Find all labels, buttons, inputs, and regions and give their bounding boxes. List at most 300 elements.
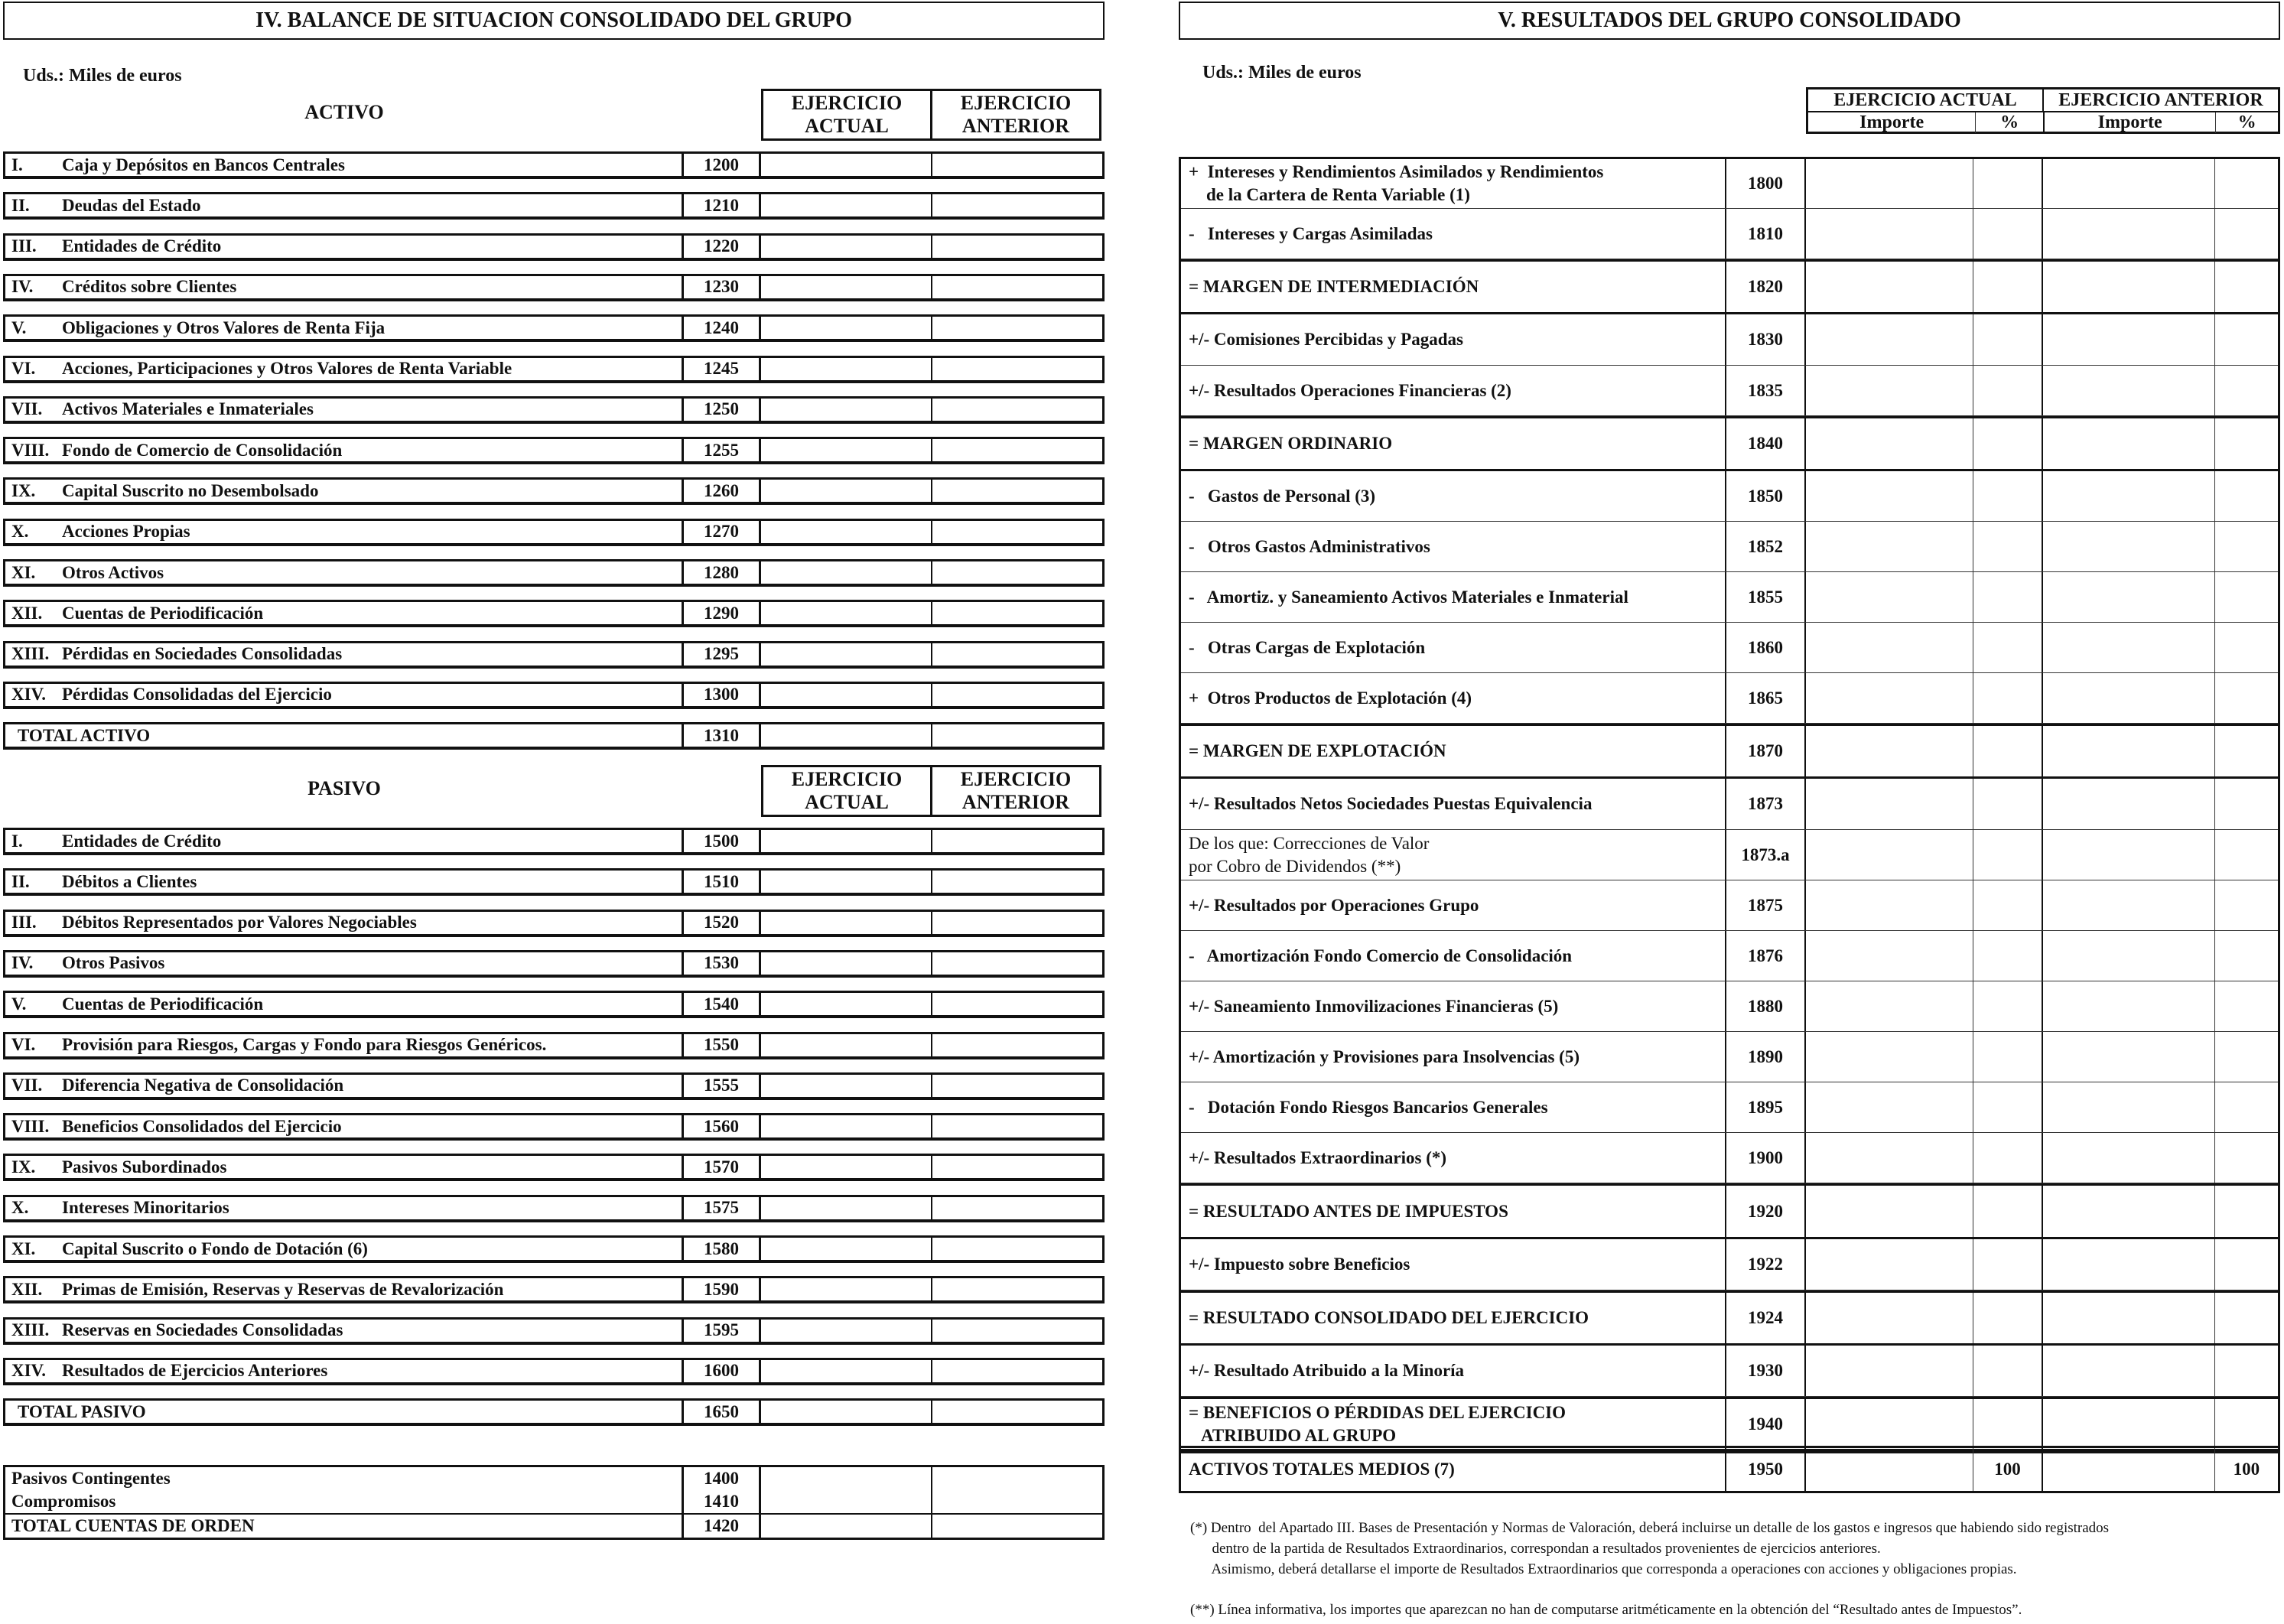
ejercicio-anterior-cell[interactable] — [931, 1034, 1102, 1056]
importe-actual-cell[interactable] — [1806, 1082, 1973, 1132]
row-number: XI. — [11, 562, 36, 582]
table-row — [3, 314, 1105, 342]
pct-anterior-cell[interactable] — [2214, 1133, 2278, 1183]
ejercicio-actual-cell[interactable] — [761, 317, 931, 339]
row-text: Reservas en Sociedades Consolidadas — [62, 1320, 343, 1340]
row-label — [5, 1401, 682, 1423]
row-label — [1181, 1239, 1725, 1290]
pct-actual-cell[interactable] — [1973, 1293, 2042, 1343]
row-code: 1820 — [1725, 262, 1806, 312]
importe-anterior-cell[interactable] — [2042, 366, 2214, 415]
ejercicio-anterior-cell[interactable] — [931, 1197, 1102, 1219]
row-label — [1181, 1346, 1725, 1396]
ejercicio-actual-cell[interactable] — [761, 1034, 931, 1056]
ejercicio-actual-cell[interactable] — [761, 643, 931, 666]
importe-actual-cell[interactable] — [1806, 1133, 1973, 1183]
ejercicio-anterior-cell[interactable] — [931, 724, 1102, 747]
row-code: 1410 — [682, 1490, 761, 1513]
importe-anterior-cell[interactable] — [2042, 779, 2214, 829]
row-label — [5, 1360, 682, 1382]
row-text: Provisión para Riesgos, Cargas y Fondo para Riesgos Genéricos. — [62, 1035, 547, 1054]
row-text-line: +/- Resultados Netos Sociedades Puestas Equivalencia — [1189, 794, 1593, 813]
ejercicio-anterior-cell[interactable] — [931, 952, 1102, 975]
row-code: 1852 — [1725, 522, 1806, 571]
row-text-line: = RESULTADO CONSOLIDADO DEL EJERCICIO — [1189, 1308, 1589, 1327]
pct-actual-cell[interactable] — [1973, 623, 2042, 672]
row-number: XIII. — [11, 644, 50, 664]
importe-actual-cell[interactable] — [1806, 209, 1973, 259]
table-row — [3, 950, 1105, 978]
pct-actual-cell[interactable] — [1973, 366, 2042, 415]
importe-anterior-cell[interactable] — [2042, 1082, 2214, 1132]
ejercicio-anterior-cell[interactable] — [931, 1075, 1102, 1097]
row-label — [1181, 314, 1725, 365]
row-label — [1181, 572, 1725, 622]
resultados-title: V. RESULTADOS DEL GRUPO CONSOLIDADO — [1179, 2, 2280, 40]
ejercicio-anterior-cell[interactable] — [931, 1115, 1102, 1137]
row-code: 1873 — [1725, 779, 1806, 829]
row-number: X. — [11, 1198, 29, 1218]
sub-pct-anterior: % — [2215, 112, 2278, 133]
ejercicio-actual-cell[interactable] — [761, 276, 931, 298]
importe-actual-cell[interactable] — [1806, 1346, 1973, 1396]
importe-actual-cell[interactable] — [1806, 726, 1973, 776]
row-number: VI. — [11, 359, 36, 378]
row-code: 1900 — [1725, 1133, 1806, 1183]
importe-anterior-cell[interactable] — [2042, 1133, 2214, 1183]
importe-anterior-cell[interactable] — [2042, 1346, 2214, 1396]
importe-anterior-cell[interactable] — [2042, 623, 2214, 672]
resultados-column-header — [1806, 87, 2280, 134]
pct-actual-cell[interactable] — [1973, 314, 2042, 365]
table-row — [3, 1154, 1105, 1181]
row-label — [5, 684, 682, 706]
row-number: IX. — [11, 1157, 36, 1177]
row-code: 1575 — [682, 1197, 761, 1219]
ejercicio-actual-cell[interactable] — [761, 399, 931, 421]
table-row — [1181, 931, 2278, 981]
importe-anterior-cell[interactable] — [2042, 209, 2214, 259]
row-code: 1560 — [682, 1115, 761, 1137]
importe-anterior-cell[interactable] — [2042, 1448, 2214, 1491]
ejercicio-anterior-cell[interactable] — [931, 1467, 1102, 1490]
table-row — [3, 1113, 1105, 1141]
resultados-units: Uds.: Miles de euros — [1202, 63, 1362, 83]
pasivo-heading: PASIVO — [307, 777, 381, 799]
importe-actual-cell[interactable] — [1806, 159, 1973, 208]
pct-anterior-cell[interactable] — [2214, 572, 2278, 622]
ejercicio-actual-cell[interactable] — [761, 1320, 931, 1342]
row-label — [5, 1156, 682, 1178]
row-label — [5, 912, 682, 934]
importe-actual-cell[interactable] — [1806, 1448, 1973, 1491]
table-row — [1181, 259, 2278, 314]
importe-actual-cell[interactable] — [1806, 1293, 1973, 1343]
ejercicio-anterior-cell[interactable] — [931, 1360, 1102, 1382]
pct-actual-cell[interactable] — [1973, 1133, 2042, 1183]
table-row — [1181, 1032, 2278, 1082]
ejercicio-actual-cell[interactable] — [761, 952, 931, 975]
row-label — [5, 521, 682, 543]
row-code: 1876 — [1725, 931, 1806, 981]
table-row — [1181, 471, 2278, 522]
row-label — [5, 358, 682, 380]
row-label — [5, 1115, 682, 1137]
ejercicio-actual-cell[interactable] — [761, 236, 931, 258]
row-code: 1295 — [682, 643, 761, 666]
row-label — [1181, 981, 1725, 1031]
row-label — [5, 993, 682, 1015]
row-label — [5, 1034, 682, 1056]
pasivo-column-header — [761, 765, 1101, 817]
row-text-line: +/- Impuesto sobre Beneficios — [1189, 1255, 1410, 1274]
row-code: 1870 — [1725, 726, 1806, 776]
ejercicio-actual-cell[interactable] — [761, 194, 931, 216]
pct-actual-cell[interactable] — [1973, 779, 2042, 829]
row-number: X. — [11, 522, 29, 542]
row-label — [5, 439, 682, 461]
table-row — [3, 722, 1105, 750]
pct-anterior-cell[interactable] — [2214, 1032, 2278, 1082]
ejercicio-anterior-cell[interactable] — [931, 1156, 1102, 1178]
pct-actual-cell[interactable] — [1973, 572, 2042, 622]
pct-anterior-cell[interactable] — [2214, 1399, 2278, 1449]
ejercicio-actual-cell[interactable] — [761, 871, 931, 893]
row-code: 1950 — [1725, 1448, 1806, 1491]
row-code: 1595 — [682, 1320, 761, 1342]
row-label — [5, 561, 682, 584]
row-code: 1300 — [682, 684, 761, 706]
pct-actual-cell[interactable] — [1973, 262, 2042, 312]
table-row — [3, 151, 1105, 179]
col-ejercicio-anterior: EJERCICIO ANTERIOR — [930, 767, 1099, 815]
importe-actual-cell[interactable] — [1806, 779, 1973, 829]
pct-actual-cell[interactable] — [1973, 471, 2042, 521]
row-label — [5, 724, 682, 747]
pct-actual-cell[interactable] — [1973, 981, 2042, 1031]
ejercicio-actual-cell[interactable] — [761, 1075, 931, 1097]
importe-actual-cell[interactable] — [1806, 623, 1973, 672]
ejercicio-anterior-cell[interactable] — [931, 1401, 1102, 1423]
ejercicio-actual-cell[interactable] — [761, 684, 931, 706]
row-text: Otros Activos — [62, 562, 164, 582]
ejercicio-actual-cell[interactable] — [761, 439, 931, 461]
row-text: Acciones, Participaciones y Otros Valores de Renta Variable — [62, 359, 512, 378]
row-code: 1245 — [682, 358, 761, 380]
row-text: Cuentas de Periodificación — [62, 994, 264, 1014]
ejercicio-actual-cell[interactable] — [761, 1490, 931, 1513]
row-text: Obligaciones y Otros Valores de Renta Fija — [62, 317, 386, 337]
importe-actual-cell[interactable] — [1806, 830, 1973, 880]
importe-actual-cell[interactable] — [1806, 471, 1973, 521]
pct-anterior-cell[interactable] — [2214, 779, 2278, 829]
importe-actual-cell[interactable] — [1806, 418, 1973, 469]
ejercicio-anterior-cell[interactable] — [931, 276, 1102, 298]
ejercicio-anterior-cell[interactable] — [931, 993, 1102, 1015]
importe-actual-cell[interactable] — [1806, 1032, 1973, 1082]
pct-anterior-cell[interactable] — [2214, 931, 2278, 981]
importe-anterior-cell[interactable] — [2042, 522, 2214, 571]
pct-anterior-cell[interactable] — [2214, 1186, 2278, 1237]
ejercicio-anterior-cell[interactable] — [931, 871, 1102, 893]
pct-anterior-cell[interactable] — [2214, 209, 2278, 259]
ejercicio-actual-cell[interactable] — [761, 521, 931, 543]
table-row — [1181, 623, 2278, 673]
ejercicio-actual-cell[interactable] — [761, 561, 931, 584]
importe-actual-cell[interactable] — [1806, 522, 1973, 571]
table-row — [3, 559, 1105, 587]
ejercicio-actual-cell[interactable] — [761, 1156, 931, 1178]
ejercicio-actual-cell[interactable] — [761, 830, 931, 852]
table-row — [1181, 209, 2278, 259]
pct-actual-cell[interactable] — [1973, 159, 2042, 208]
pct-actual-cell[interactable] — [1973, 1239, 2042, 1290]
importe-anterior-cell[interactable] — [2042, 159, 2214, 208]
table-row — [3, 233, 1105, 261]
pct-anterior-cell[interactable] — [2214, 522, 2278, 571]
ejercicio-anterior-cell[interactable] — [931, 684, 1102, 706]
row-text: Cuentas de Periodificación — [62, 603, 264, 623]
ejercicio-actual-cell[interactable] — [761, 1115, 931, 1137]
pct-actual-cell[interactable] — [1973, 726, 2042, 776]
row-number: XII. — [11, 603, 43, 623]
row-label: Compromisos — [11, 1492, 116, 1511]
importe-anterior-cell[interactable] — [2042, 314, 2214, 365]
row-number: XIII. — [11, 1320, 50, 1340]
row-text-line: +/- Saneamiento Inmovilizaciones Financieras (5) — [1189, 996, 1559, 1016]
ejercicio-anterior-cell[interactable] — [931, 194, 1102, 216]
ejercicio-actual-cell[interactable] — [761, 1401, 931, 1423]
ejercicio-actual-cell[interactable] — [761, 1278, 931, 1300]
ejercicio-anterior-cell[interactable] — [931, 602, 1102, 624]
pct-anterior-cell[interactable] — [2214, 1346, 2278, 1396]
pct-actual-cell[interactable] — [1973, 1032, 2042, 1082]
pct-actual-cell[interactable] — [1973, 673, 2042, 723]
row-label — [1181, 830, 1725, 880]
pct-anterior-cell[interactable] — [2214, 830, 2278, 880]
pct-actual-cell[interactable] — [1973, 1186, 2042, 1237]
resultados-table — [1179, 157, 2280, 1453]
ejercicio-anterior-cell[interactable] — [931, 643, 1102, 666]
importe-anterior-cell[interactable] — [2042, 1399, 2214, 1449]
pct-actual-cell[interactable] — [1973, 830, 2042, 880]
importe-actual-cell[interactable] — [1806, 572, 1973, 622]
row-text-line: = BENEFICIOS O PÉRDIDAS DEL EJERCICIO — [1189, 1402, 1567, 1422]
row-code: 1810 — [1725, 209, 1806, 259]
col-ejercicio-actual: EJERCICIO ACTUAL — [791, 92, 903, 137]
row-code: 1290 — [682, 602, 761, 624]
importe-anterior-cell[interactable] — [2042, 726, 2214, 776]
importe-anterior-cell[interactable] — [2042, 830, 2214, 880]
table-row — [1181, 1133, 2278, 1183]
row-label — [1181, 366, 1725, 415]
ejercicio-actual-cell[interactable] — [761, 602, 931, 624]
ejercicio-anterior-cell[interactable] — [931, 561, 1102, 584]
sub-importe-anterior: Importe — [2043, 112, 2215, 133]
pct-anterior-cell[interactable] — [2214, 1239, 2278, 1290]
ejercicio-anterior-cell[interactable] — [931, 480, 1102, 502]
footnote-line: (**) Línea informativa, los importes que aparezcan no han de computarse aritméticamente en la obtención del “Resultado antes de Impuestos”. — [1190, 1602, 2022, 1618]
pct-actual-cell[interactable] — [1973, 1346, 2042, 1396]
activo-column-header — [761, 89, 1101, 141]
row-text-line: - Otras Cargas de Explotación — [1189, 637, 1426, 657]
ejercicio-anterior-cell[interactable] — [931, 236, 1102, 258]
pct-anterior-cell[interactable] — [2214, 623, 2278, 672]
row-code: 1530 — [682, 952, 761, 975]
importe-anterior-cell[interactable] — [2042, 1293, 2214, 1343]
row-text: Entidades de Crédito — [62, 831, 222, 851]
row-code: 1920 — [1725, 1186, 1806, 1237]
ejercicio-anterior-cell[interactable] — [931, 154, 1102, 176]
ejercicio-anterior-cell[interactable] — [931, 830, 1102, 852]
row-text-line: + Otros Productos de Explotación (4) — [1189, 688, 1472, 708]
pct-anterior-cell[interactable] — [2214, 726, 2278, 776]
importe-actual-cell[interactable] — [1806, 673, 1973, 723]
table-row — [3, 1032, 1105, 1059]
importe-actual-cell[interactable] — [1806, 1239, 1973, 1290]
ejercicio-actual-cell[interactable] — [761, 912, 931, 934]
row-label — [1181, 931, 1725, 981]
importe-actual-cell[interactable] — [1806, 366, 1973, 415]
row-code: 1200 — [682, 154, 761, 176]
ejercicio-actual-cell[interactable] — [761, 1197, 931, 1219]
footnote-line: dentro de la partida de Resultados Extraordinarios, correspondan a resultados provenientes de ejercicios anteriores. — [1190, 1541, 1881, 1557]
row-label — [5, 643, 682, 666]
importe-anterior-cell[interactable] — [2042, 471, 2214, 521]
pct-anterior-cell[interactable] — [2214, 159, 2278, 208]
row-code: 1400 — [682, 1467, 761, 1490]
ejercicio-actual-cell[interactable] — [761, 1467, 931, 1490]
pct-actual-cell[interactable] — [1973, 931, 2042, 981]
importe-anterior-cell[interactable] — [2042, 418, 2214, 469]
importe-anterior-cell[interactable] — [2042, 1032, 2214, 1082]
importe-anterior-cell[interactable] — [2042, 1186, 2214, 1237]
col-ejercicio-anterior: EJERCICIO ANTERIOR — [2042, 89, 2278, 111]
ejercicio-anterior-cell[interactable] — [931, 1278, 1102, 1300]
row-number: VII. — [11, 1076, 43, 1095]
ejercicio-actual-cell[interactable] — [761, 358, 931, 380]
table-row — [1181, 1082, 2278, 1133]
pct-anterior-cell[interactable] — [2214, 418, 2278, 469]
row-code: 1420 — [682, 1515, 761, 1538]
row-label — [5, 952, 682, 975]
pct-actual-cell[interactable] — [1973, 522, 2042, 571]
pct-anterior-cell[interactable] — [2214, 366, 2278, 415]
row-label — [1181, 1133, 1725, 1183]
row-number: V. — [11, 994, 27, 1014]
table-row — [3, 641, 1105, 669]
pct-anterior-cell[interactable] — [2214, 1082, 2278, 1132]
row-number: IV. — [11, 277, 34, 297]
ejercicio-anterior-cell[interactable] — [931, 1490, 1102, 1513]
ejercicio-anterior-cell[interactable] — [931, 1238, 1102, 1260]
row-code: 1230 — [682, 276, 761, 298]
ejercicio-actual-cell[interactable] — [761, 1515, 931, 1538]
importe-actual-cell[interactable] — [1806, 981, 1973, 1031]
importe-anterior-cell[interactable] — [2042, 262, 2214, 312]
table-row — [1181, 981, 2278, 1032]
row-text-line: por Cobro de Dividendos (**) — [1189, 856, 1401, 876]
row-label — [1181, 471, 1725, 521]
row-text: Entidades de Crédito — [62, 236, 222, 256]
ejercicio-actual-cell[interactable] — [761, 724, 931, 747]
ejercicio-anterior-cell[interactable] — [931, 358, 1102, 380]
ejercicio-actual-cell[interactable] — [761, 154, 931, 176]
table-row — [3, 274, 1105, 301]
row-code: 1570 — [682, 1156, 761, 1178]
row-text-line: = MARGEN ORDINARIO — [1189, 434, 1393, 453]
row-label — [5, 317, 682, 339]
pct-actual-cell[interactable] — [1973, 1082, 2042, 1132]
pct-anterior-cell[interactable] — [2214, 880, 2278, 930]
pct-anterior-cell[interactable] — [2214, 673, 2278, 723]
importe-actual-cell[interactable] — [1806, 262, 1973, 312]
importe-anterior-cell[interactable] — [2042, 1239, 2214, 1290]
importe-actual-cell[interactable] — [1806, 931, 1973, 981]
importe-actual-cell[interactable] — [1806, 880, 1973, 930]
ejercicio-actual-cell[interactable] — [761, 1360, 931, 1382]
row-text: Débitos a Clientes — [62, 871, 197, 891]
ejercicio-anterior-cell[interactable] — [931, 1515, 1102, 1538]
row-label — [5, 1238, 682, 1260]
ejercicio-anterior-cell[interactable] — [931, 399, 1102, 421]
importe-actual-cell[interactable] — [1806, 314, 1973, 365]
pct-actual-cell[interactable] — [1973, 880, 2042, 930]
ejercicio-actual-cell[interactable] — [761, 1238, 931, 1260]
ejercicio-anterior-cell[interactable] — [931, 317, 1102, 339]
row-code: 1520 — [682, 912, 761, 934]
row-text: Capital Suscrito no Desembolsado — [62, 480, 319, 500]
importe-anterior-cell[interactable] — [2042, 880, 2214, 930]
row-text-line: +/- Resultados Extraordinarios (*) — [1189, 1147, 1447, 1167]
pct-actual-cell[interactable] — [1973, 418, 2042, 469]
pct-actual-cell[interactable] — [1973, 1399, 2042, 1449]
table-row — [3, 1358, 1105, 1385]
importe-anterior-cell[interactable] — [2042, 931, 2214, 981]
row-label — [5, 194, 682, 216]
pct-anterior-cell[interactable] — [2214, 981, 2278, 1031]
table-row — [3, 991, 1105, 1018]
pct-anterior-cell[interactable] — [2214, 471, 2278, 521]
ejercicio-anterior-cell[interactable] — [931, 521, 1102, 543]
importe-anterior-cell[interactable] — [2042, 981, 2214, 1031]
importe-actual-cell[interactable] — [1806, 1399, 1973, 1449]
sub-pct-actual: % — [1975, 112, 2043, 133]
row-code: 1922 — [1725, 1239, 1806, 1290]
table-row — [3, 1195, 1105, 1222]
ejercicio-actual-cell[interactable] — [761, 480, 931, 502]
pct-anterior-cell[interactable] — [2214, 1293, 2278, 1343]
row-label — [5, 154, 682, 176]
row-number: VIII. — [11, 1116, 50, 1136]
ejercicio-anterior-cell[interactable] — [931, 1320, 1102, 1342]
importe-anterior-cell[interactable] — [2042, 673, 2214, 723]
importe-anterior-cell[interactable] — [2042, 572, 2214, 622]
pct-anterior-cell[interactable] — [2214, 314, 2278, 365]
row-text-line: de la Cartera de Renta Variable (1) — [1189, 185, 1470, 204]
ejercicio-anterior-cell[interactable] — [931, 439, 1102, 461]
table-row — [1181, 673, 2278, 724]
row-text: Pérdidas Consolidadas del Ejercicio — [62, 685, 332, 705]
table-row — [3, 477, 1105, 505]
ejercicio-anterior-cell[interactable] — [931, 912, 1102, 934]
ejercicio-actual-cell[interactable] — [761, 993, 931, 1015]
pct-anterior-cell[interactable] — [2214, 262, 2278, 312]
row-text: Activos Materiales e Inmateriales — [62, 399, 314, 419]
importe-actual-cell[interactable] — [1806, 1186, 1973, 1237]
pct-actual-cell[interactable] — [1973, 209, 2042, 259]
row-number: VII. — [11, 399, 43, 419]
